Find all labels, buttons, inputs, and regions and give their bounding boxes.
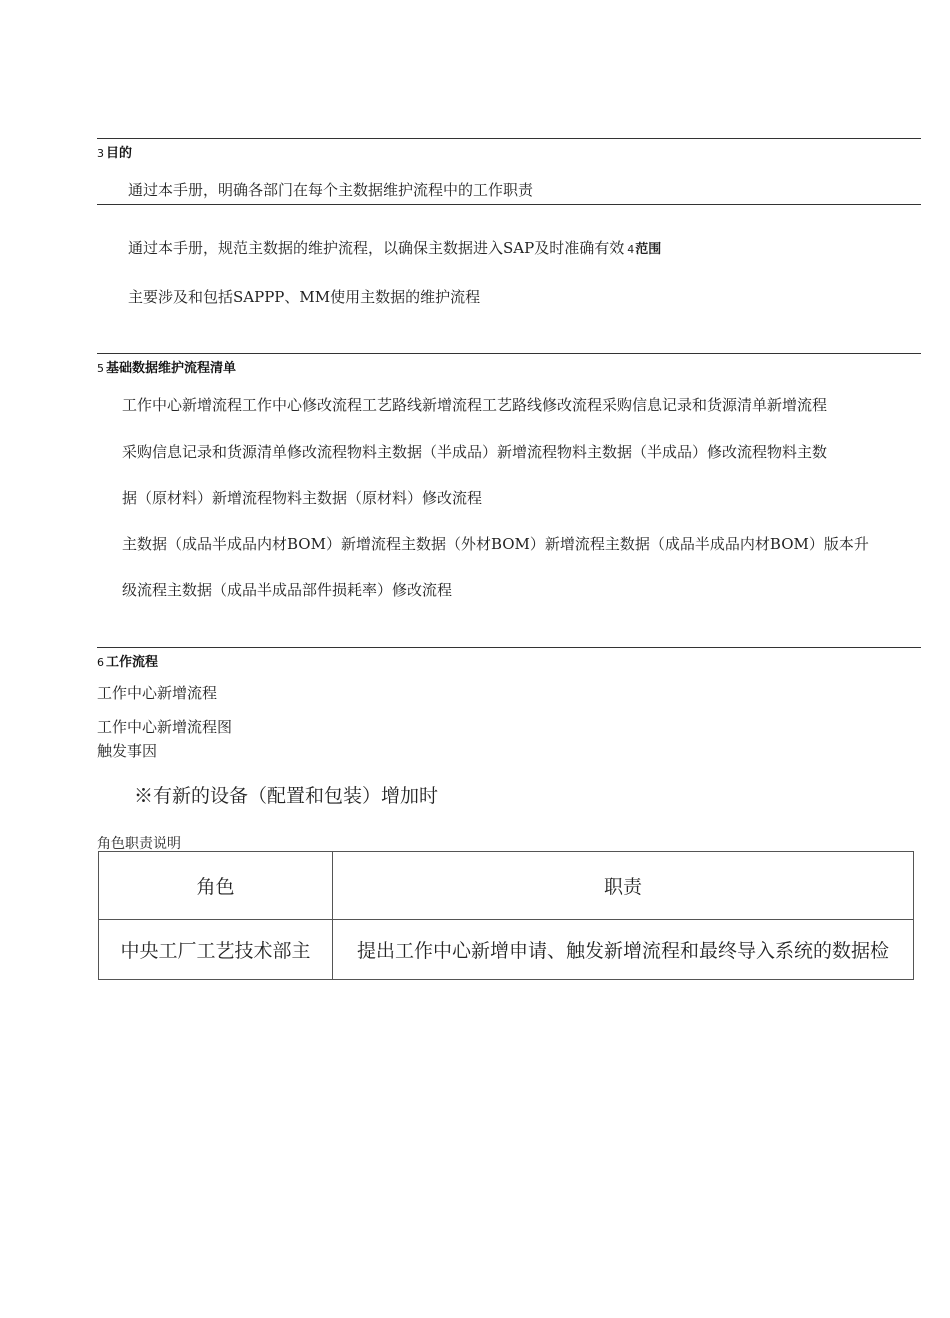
section-4-title: 范围 (635, 242, 662, 257)
section-3-line-1: 通过本手册，明确各部门在每个主数据维护流程中的工作职责 (128, 181, 534, 199)
section-3-heading (97, 142, 132, 161)
section-5-number: 5 (97, 362, 104, 375)
roles-label: 角色职责说明 (97, 836, 181, 852)
section-4-number: 4 (627, 243, 635, 256)
cell-role: 中央工厂工艺技术部主 (99, 920, 333, 980)
section-3-number: 3 (97, 147, 104, 160)
roles-table (98, 851, 914, 980)
section-3-top-rule (97, 138, 921, 139)
table-row (99, 920, 914, 980)
trigger-label: 触发事因 (97, 742, 158, 760)
process-list-line-5: 级流程主数据（成品半成品部件损耗率）修改流程 (122, 581, 453, 599)
trigger-text: ※有新的设备（配置和包装）增加时 (134, 785, 439, 807)
section-6-number: 6 (97, 656, 104, 669)
header-responsibility: 职责 (333, 852, 914, 920)
section-6-top-rule (97, 647, 921, 648)
cell-responsibility: 提出工作中心新增申请、触发新增流程和最终导入系统的数据检 (333, 920, 914, 980)
section-3-line-2: 通过本手册，规范主数据的维护流程，以确保主数据进入SAP及时准确有效 (128, 239, 625, 257)
section-6-title: 工作流程 (106, 655, 159, 670)
section-6-heading (97, 651, 158, 670)
section-3-line-2-row (128, 237, 661, 258)
process-list-line-2: 采购信息记录和货源清单修改流程物料主数据（半成品）新增流程物料主数据（半成品）修改流程物料主数 (122, 443, 828, 461)
roles-table-header-row (99, 852, 914, 920)
diagram-label: 工作中心新增流程图 (97, 718, 233, 736)
section-3-title: 目的 (106, 146, 133, 161)
process-list-line-1: 工作中心新增流程工作中心修改流程工艺路线新增流程工艺路线修改流程采购信息记录和货源清单新增流程 (122, 396, 828, 414)
section-4-heading (624, 242, 661, 257)
process-list-line-3: 据（原材料）新增流程物料主数据（原材料）修改流程 (122, 489, 483, 507)
process-list-line-4: 主数据（成品半成品内材BOM）新增流程主数据（外材BOM）新增流程主数据（成品半成品内材BOM）版本升 (122, 535, 869, 553)
header-role: 角色 (99, 852, 333, 920)
section-5-top-rule (97, 353, 921, 354)
section-4-line-1: 主要涉及和包括SAPPP、MM使用主数据的维护流程 (128, 288, 481, 306)
section-5-title: 基础数据维护流程清单 (106, 361, 237, 376)
section-5-heading (97, 357, 236, 376)
section-3-bottom-rule (97, 204, 921, 205)
workflow-subtitle: 工作中心新增流程 (97, 684, 218, 702)
